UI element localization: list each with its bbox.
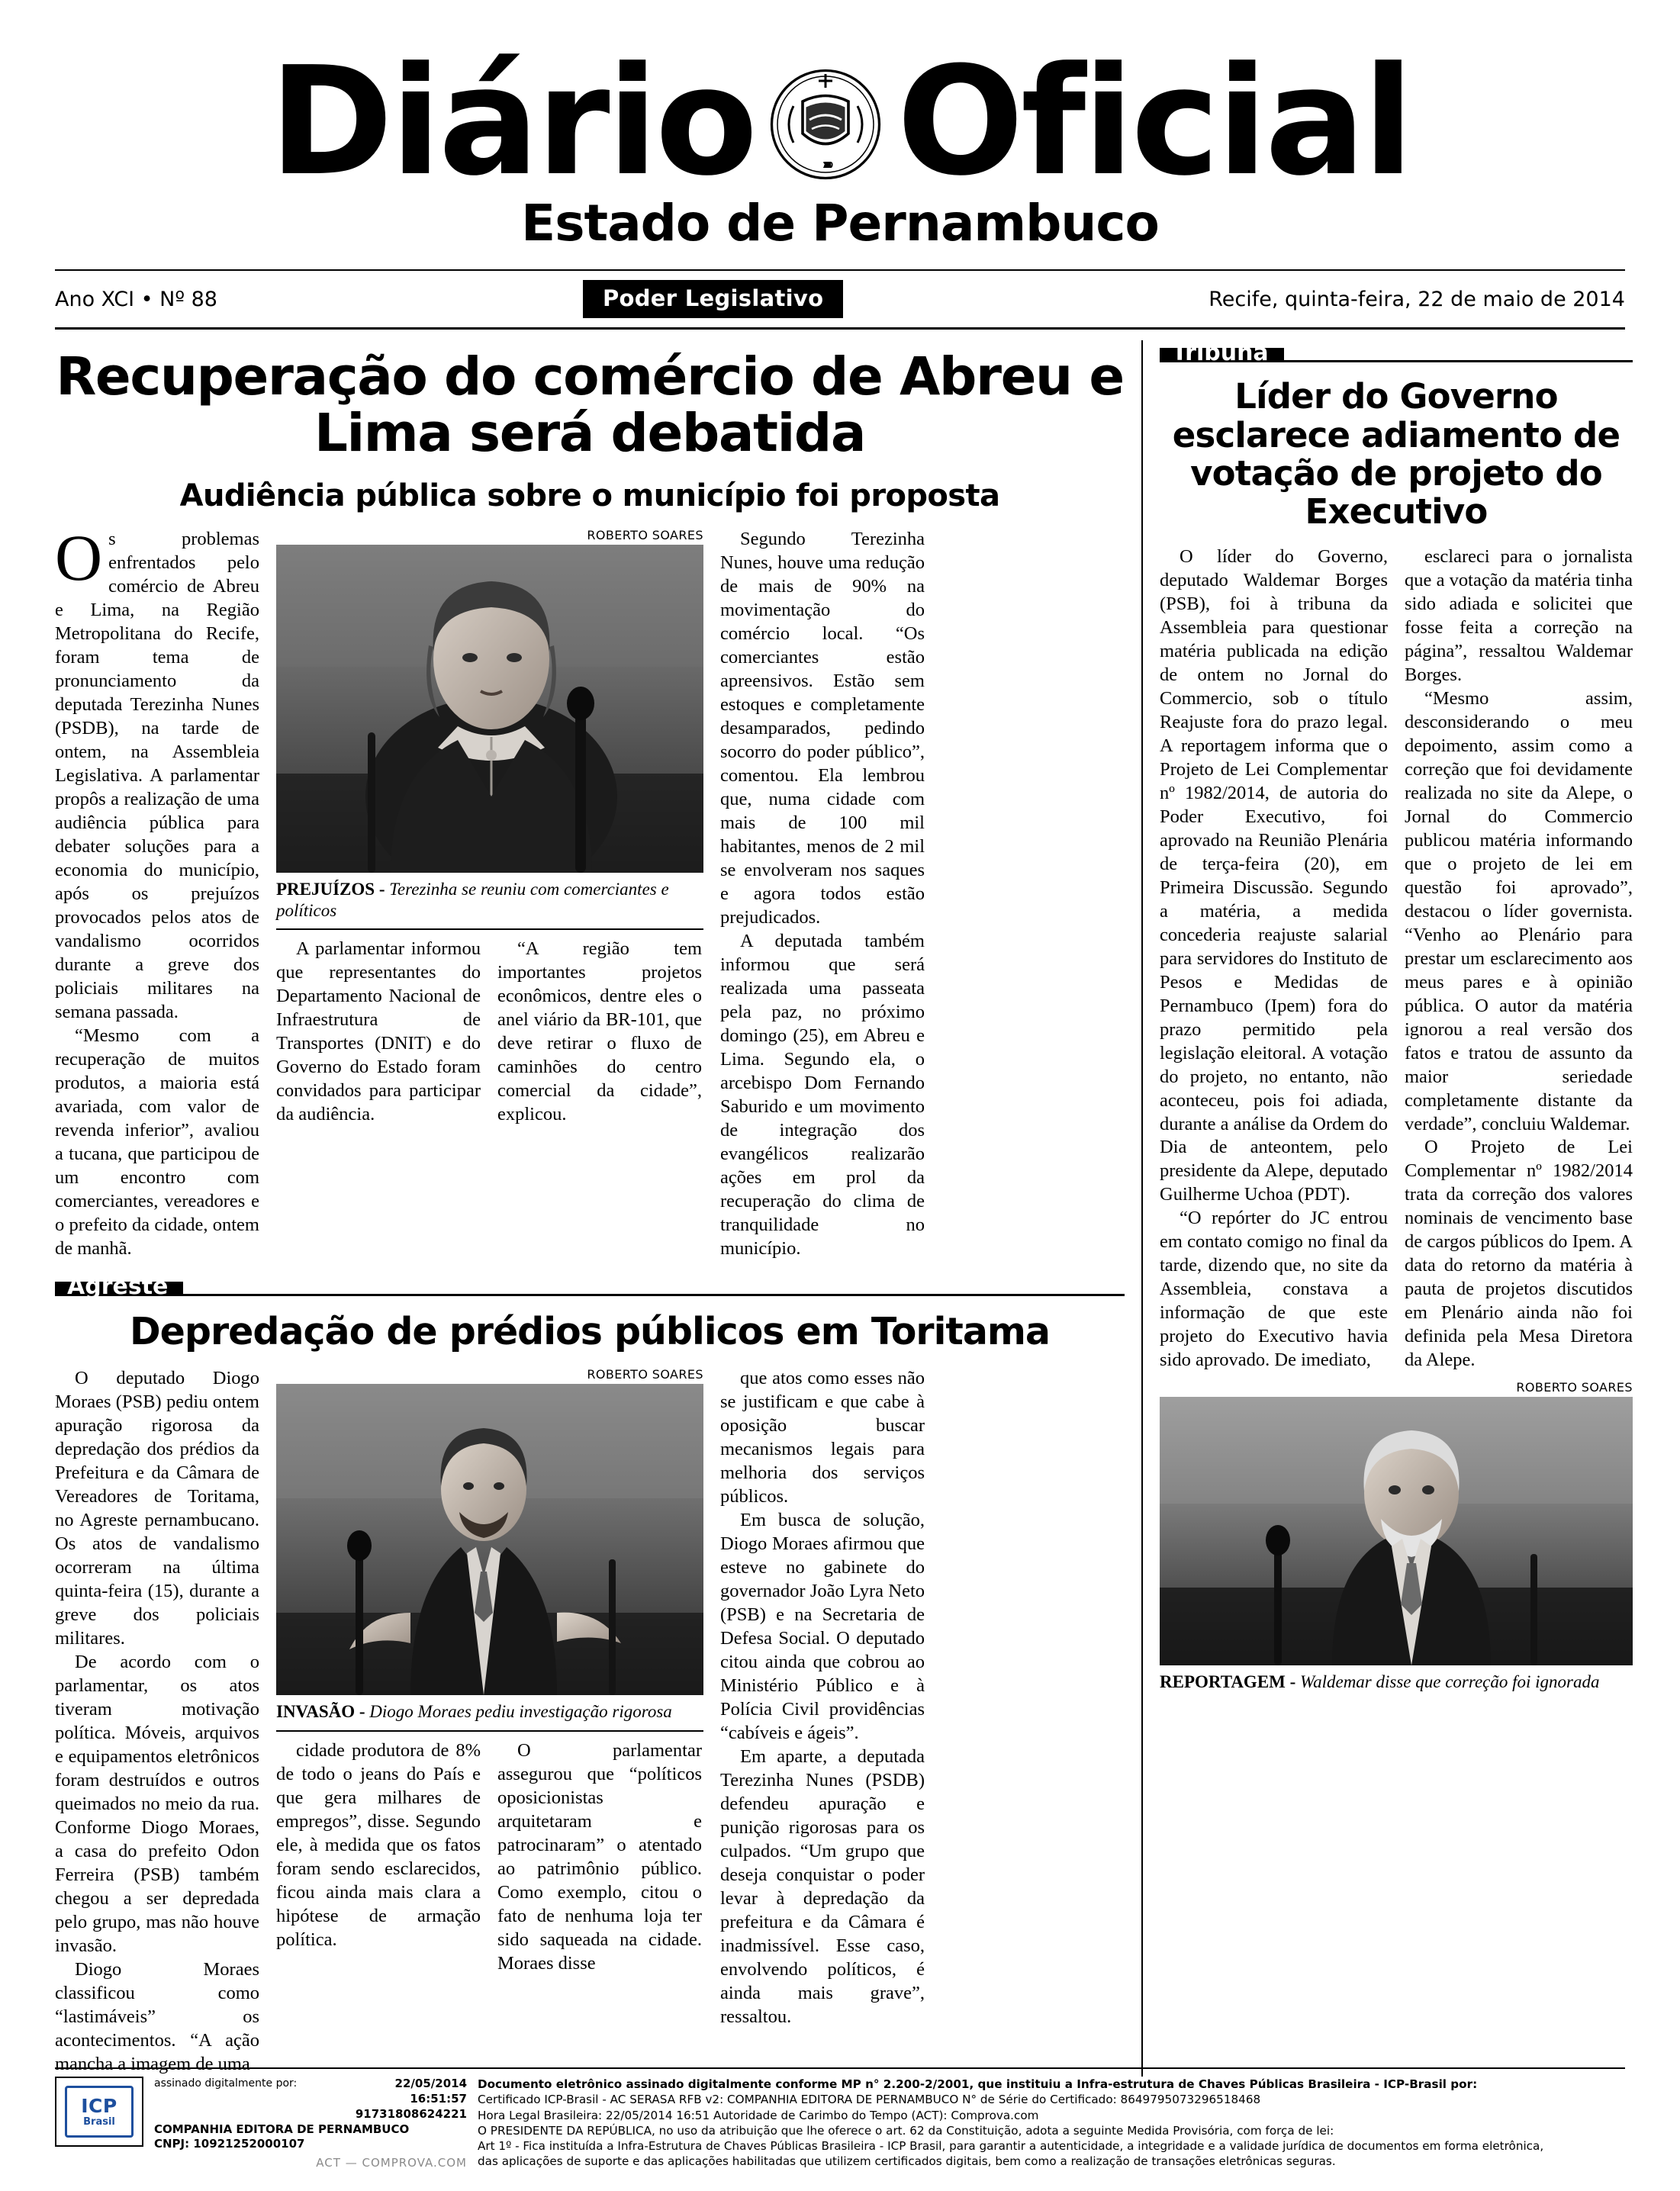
legal-line-6: das aplicações de suporte e das aplicações habilitadas que utilizem certificados digitais, bem como a realização de transações eletrônicas seguras.: [478, 2154, 1336, 2169]
lead-paragraph: Os problemas enfrentados pelo comércio de Abreu e Lima, na Região Metropolitana do Recife, foram tema de pronunciamento da deputada Terezinha Nunes (PSDB), na tarde de ontem, na Assembleia Legislativa. A parlamentar propôs a realização de uma audiência pública para debater soluções para a economia do município, após os prejuízos provocados pelos atos de vandalismo ocorridos durante a greve dos policiais militares na semana passada.: [55, 520, 259, 1022]
lead-under-photo-columns: [276, 938, 703, 1127]
icp-brasil-badge-icon: [65, 2086, 134, 2138]
lead-column-2: [276, 938, 481, 1127]
agreste-column-1: [55, 1367, 259, 2077]
legal-line-4: O PRESIDENTE DA REPÚBLICA, no uso da atribuição que lhe oferece o art. 62 da Constituição, adota a seguinte Medida Provisória, com força de lei:: [478, 2123, 1334, 2138]
signature-details: [154, 2077, 467, 2171]
agreste-paragraph: cidade produtora de 8% de todo o jeans do País e que gera milhares de empregos”, disse. Segundo ele, à medida que os fatos foram sendo esclarecidos, ficou ainda mais clara a hipótese de armação política.: [276, 1740, 481, 1950]
legal-notice: [478, 2077, 1625, 2169]
tribuna-badge-row: [1160, 339, 1633, 367]
caption-label: INVASÃO -: [276, 1702, 365, 1722]
lead-photo: [276, 545, 703, 873]
signature-serial: 91731808624221: [355, 2106, 467, 2121]
icp-brasil-logo: [55, 2077, 143, 2147]
masthead-subtitle: Estado de Pernambuco: [521, 194, 1159, 253]
agreste-badge-row: [55, 1273, 1125, 1301]
masthead-title-left: Diário: [269, 35, 755, 209]
agreste-photo-caption: [276, 1701, 703, 1732]
tribuna-paragraph: “O repórter do JC entrou em contato comigo no final da tarde, dizendo que, no site da Assembleia, constava a informação de que este projeto do Executivo havia sido aprovado. De imediato,: [1160, 1208, 1388, 1371]
legal-line-5: Art 1º - Fica instituída a Infra-Estrutura de Chaves Públicas Brasileira - ICP Brasil, para garantir a autenticidade, a integridade e a validade jurídica de documentos em forma eletrônica,: [478, 2139, 1544, 2154]
masthead-title: [55, 35, 1625, 209]
photo-credit: ROBERTO SOARES: [587, 1367, 703, 1382]
lead-photo-caption: [276, 879, 703, 930]
issue-date: Recife, quinta-feira, 22 de maio de 2014: [1209, 287, 1625, 311]
lead-paragraph: “Mesmo com a recuperação de muitos produtos, a maioria está avariada, com valor de revenda inferior”, avaliou a tucana, que participou de um encontro com comerciantes, vereadores e o prefeito da cidade, ontem de manhã.: [55, 1025, 259, 1259]
tribuna-zone: [1160, 330, 1633, 2077]
section-badge-poder-legislativo: Poder Legislativo: [583, 280, 843, 318]
lead-paragraph: Segundo Terezinha Nunes, houve uma redução de mais de 90% na movimentação do comércio local. “Os comerciantes estão apreensivos. Estão sem estoques e completamente desamparados, pedindo socorro do poder público”, comentou. Ela lembrou que, numa cidade com mais de 100 mil habitantes, menos de 2 mil se envolveram nos saques e agora todos estão prejudicados.: [720, 528, 925, 928]
lead-subheadline: Audiência pública sobre o município foi proposta: [179, 478, 1000, 513]
lead-column-4: [720, 528, 925, 1261]
tribuna-column-1: [1160, 545, 1388, 1372]
section-badge-agreste: Agreste: [55, 1282, 183, 1294]
caption-label: PREJUÍZOS -: [276, 879, 385, 899]
lead-column-3: [497, 938, 702, 1127]
svg-text:1710 · 1824 · 1825: 1710 · 1824 · 1825: [825, 161, 827, 171]
digital-signature-footer: [55, 2067, 1625, 2171]
agreste-article: [55, 1367, 1125, 2077]
signature-cnpj: CNPJ: 10921252000107: [154, 2137, 305, 2151]
tribuna-article: [1160, 545, 1633, 1372]
icp-badge-line2: Brasil: [83, 2116, 115, 2128]
tribuna-column-2: [1405, 545, 1633, 1372]
main-content: [0, 330, 1680, 2077]
lead-paragraph: A parlamentar informou que representantes do Departamento Nacional de Infraestrutura de Transportes (DNIT) e do Governo do Estado foram convidados para participar da audiência.: [276, 938, 481, 1125]
pernambuco-coat-of-arms-icon: [768, 62, 883, 176]
info-bar: [55, 271, 1625, 327]
tribuna-photo-block: [1160, 1380, 1633, 1700]
agreste-paragraph: O deputado Diogo Moraes (PSB) pediu ontem apuração rigorosa da depredação dos prédios da Prefeitura e da Câmara de Vereadores de Toritama, no Agreste pernambucano. Os atos de vandalismo ocorreram na última quinta-feira (15), durante a greve dos policiais militares.: [55, 1368, 259, 1649]
signature-time: 16:51:57: [410, 2092, 467, 2106]
agreste-paragraph: Em busca de solução, Diogo Moraes afirmou que esteve no gabinete do governador João Lyra Neto (PSB) e na Secretaria de Defesa Social. O deputado citou ainda que cobrou ao Ministério Público e à Polícia Civil providências “cabíveis e ágeis”.: [720, 1510, 925, 1744]
section-badge-tribuna: Tribuna: [1160, 348, 1284, 360]
lead-photo-block: [276, 528, 703, 930]
agreste-column-2: [276, 1739, 481, 1976]
tribuna-photo-caption: [1160, 1671, 1633, 1700]
photo-credit: ROBERTO SOARES: [587, 527, 703, 542]
agreste-paragraph: Diogo Moraes classificou como “lastimáveis” os acontecimentos. “A ação mancha a imagem de uma: [55, 1959, 259, 2075]
photo-credit: ROBERTO SOARES: [1516, 1380, 1633, 1395]
icp-badge-line1: ICP: [81, 2095, 117, 2118]
lead-column-1: [55, 520, 259, 1261]
signed-by-label: assinado digitalmente por:: [154, 2077, 298, 2090]
agreste-under-photo-columns: [276, 1739, 703, 1976]
caption-text: Terezinha se reuniu com comerciantes e políticos: [276, 879, 669, 920]
caption-text: Diogo Moraes pediu investigação rigorosa: [369, 1702, 672, 1722]
agreste-column-3: [497, 1739, 702, 1976]
lead-paragraph: A deputada também informou que será realizada uma passeata pela paz, no próximo domingo (25), em Abreu e Lima. Segundo ela, o arcebispo Dom Fernando Saburido e um movimento de integração dos evangélicos realizarão ações em prol da recuperação do clima de tranquilidade no município.: [720, 930, 925, 1259]
legal-line-2: Certificado ICP-Brasil - AC SERASA RFB v2: COMPANHIA EDITORA DE PERNAMBUCO N° de Série do Certificado: 8649795073296518468: [478, 2093, 1261, 2107]
edition-number: Ano XCI • Nº 88: [55, 287, 217, 311]
lead-article: [55, 520, 1125, 1261]
agreste-paragraph: que atos como esses não se justificam e que cabe à oposição buscar mecanismos legais para melhoria dos serviços públicos.: [720, 1368, 925, 1507]
agreste-center-block: [276, 1367, 703, 2077]
signature-date: 22/05/2014: [394, 2077, 467, 2091]
legal-line-3: Hora Legal Brasileira: 22/05/2014 16:51 Autoridade de Carimbo do Tempo (ACT): Comprova.com: [478, 2108, 1039, 2122]
vertical-divider: [1141, 340, 1143, 2077]
tribuna-paragraph: “Mesmo assim, desconsiderando o meu depoimento, assim como a correção que foi devidamente realizada no site da Alepe, o Jornal do Commercio publicou matéria informando que o projeto de lei em questão foi aprovado”, destacou o líder governista. “Venho ao Plenário para prestar um esclarecimento aos meus pares e à opinião pública. O autor da matéria ignorou a real versão dos fatos e tratou de assunto da maior seriedade completamente distante da verdade”, concluiu Waldemar.: [1405, 687, 1633, 1134]
agreste-paragraph: O parlamentar assegurou que “políticos oposicionistas arquitetaram e patrocinaram” o atentado ao patrimônio público. Como exemplo, citou o fato de nenhuma loja ter sido saqueada na cidade. Moraes disse: [497, 1740, 702, 1974]
tribuna-paragraph: O líder do Governo, deputado Waldemar Borges (PSB), foi à tribuna da Assembleia para questionar matéria publicada na edição de ontem no Jornal do Commercio, sob o título Reajuste fora do prazo legal. A reportagem informa que o Projeto de Lei Complementar nº 1982/2014, de autoria do Poder Executivo, foi aprovado na Reunião Plenária de terça-feira (20), em Primeira Discussão. Segundo a matéria, a medida concederia reajuste salarial para servidores do Instituto de Pesos e Medidas de Pernambuco (Ipem) fora do prazo permitido pela legislação eleitoral. A votação do projeto, no entanto, não aconteceu, pois foi adiada, durante a análise da Ordem do Dia de anteontem, pelo presidente da Alepe, deputado Guilherme Uchoa (PDT).: [1160, 545, 1388, 1205]
caption-text: Waldemar disse que correção foi ignorada: [1300, 1672, 1600, 1692]
act-comprova-watermark: ACT — COMPROVA.COM: [316, 2156, 467, 2170]
tribuna-headline: Líder do Governo esclarece adiamento de votação de projeto do Executivo: [1172, 376, 1620, 532]
signature-company: COMPANHIA EDITORA DE PERNAMBUCO: [154, 2122, 410, 2136]
lead-center-block: [276, 528, 703, 1261]
masthead: [0, 0, 1680, 253]
agreste-photo: [276, 1384, 703, 1695]
masthead-title-right: Oficial: [896, 35, 1411, 209]
agreste-headline: Depredação de prédios públicos em Toritama: [129, 1310, 1051, 1354]
tribuna-photo: [1160, 1397, 1633, 1665]
lead-headline: Recuperação do comércio de Abreu e Lima será debatida: [56, 346, 1124, 465]
tribuna-paragraph: esclareci para o jornalista que a votação da matéria tinha sido adiada e solicitei que fosse feita a correção na página”, ressaltou Waldemar Borges.: [1405, 545, 1633, 685]
left-zone: [55, 330, 1125, 2077]
legal-line-1: Documento eletrônico assinado digitalmente conforme MP n° 2.200-2/2001, que instituiu a Infra-estrutura de Chaves Públicas Brasileira - ICP-Brasil por:: [478, 2077, 1478, 2092]
lead-paragraph: “A região tem importantes projetos econômicos, dentre eles o anel viário da BR-101, que deve retirar o fluxo de caminhões do centro comercial da cidade”, explicou.: [497, 938, 702, 1125]
agreste-paragraph: Em aparte, a deputada Terezinha Nunes (PSDB) defendeu apuração e punição rigorosas para os culpados. “Um grupo que deseja conquistar o poder levar à depredação da prefeitura e da Câmara é inadmissível. Esse caso, envolvendo políticos, é ainda mais grave”, ressaltou.: [720, 1746, 925, 2028]
agreste-photo-block: [276, 1367, 703, 1732]
caption-label: REPORTAGEM -: [1160, 1672, 1296, 1692]
tribuna-paragraph: O Projeto de Lei Complementar nº 1982/2014 trata da correção dos valores nominais de vencimento base de cargos públicos do Ipem. A data do retorno da matéria à pauta de projetos discutidos em Plenário ainda não foi definida pela Mesa Diretora da Alepe.: [1405, 1137, 1633, 1371]
agreste-column-4: [720, 1367, 925, 2077]
agreste-paragraph: De acordo com o parlamentar, os atos tiveram motivação política. Móveis, arquivos e equipamentos eletrônicos foram destruídos e outros queimados no meio da rua. Conforme Diogo Moraes, a casa do prefeito Odon Ferreira (PSB) também chegou a ser depredada pelo grupo, mas não houve invasão.: [55, 1652, 259, 1957]
